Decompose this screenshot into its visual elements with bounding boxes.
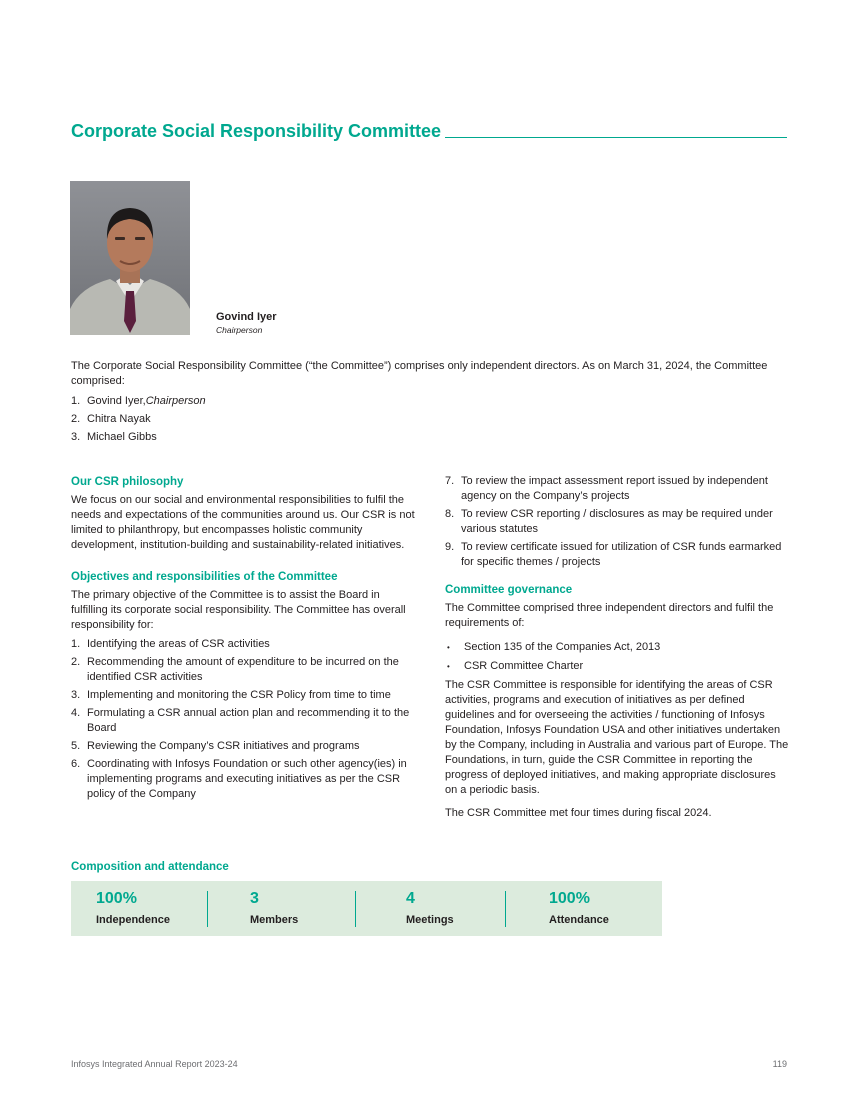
list-text: To review CSR reporting / disclosures as may be required under various statutes [461,508,773,535]
list-item [71,637,416,652]
bullet-icon: • [447,643,450,652]
left-column [71,474,416,805]
member-name: Chitra Nayak [87,413,151,425]
list-text: Coordinating with Infosys Foundation or such other agency(ies) in implementing programs and executing initiatives as per the CSR policy of the Company [87,758,407,800]
list-number: 1. [71,638,81,650]
list-item [71,706,416,736]
stat-divider [355,891,356,927]
meetings-text: The CSR Committee met four times during fiscal 2024. [445,807,712,819]
objectives-list-continued [445,474,790,570]
governance-paragraph: The CSR Committee is responsible for identifying the areas of CSR activities, programs and execution of initiatives as per defined guidelines and for overseeing the activities / functioning of Infosys Foundation, Infosys Foundation USA and other initiatives undertaken by the Company, including in Australia and various part of Europe. The Foundations, in turn, guide the CSR Committee in reporting the progress of deployed initiatives, and making appropriate disclosures on a periodic basis. [445,679,789,796]
list-item [71,430,471,448]
list-number: 6. [71,758,81,770]
chairperson-photo [70,181,190,335]
footer-report-title: Infosys Integrated Annual Report 2023-24 [71,1059,238,1069]
list-text: To review the impact assessment report issued by independent agency on the Company’s projects [461,475,768,502]
title-rule [445,137,787,138]
list-number: 3. [71,431,81,443]
list-item [445,507,790,537]
page-number: 119 [772,1059,787,1069]
governance-bullets [445,640,790,674]
member-role: Chairperson [145,395,206,407]
stat-divider [207,891,208,927]
list-item [445,640,790,655]
list-number: 2. [71,413,81,425]
list-item [71,394,471,412]
list-item [71,688,416,703]
chairperson-name: Govind Iyer [216,311,277,323]
list-text: Recommending the amount of expenditure to be incurred on the identified CSR activities [87,656,399,683]
objectives-list [71,637,416,802]
list-text: Formulating a CSR annual action plan and recommending it to the Board [87,707,410,734]
list-item [445,540,790,570]
stat-divider [505,891,506,927]
bullet-icon: • [447,662,450,671]
stat-label: Independence [96,914,170,926]
list-number: 2. [71,656,81,668]
stat-value: 100% [96,890,137,907]
list-item [445,659,790,674]
list-text: CSR Committee Charter [464,660,584,672]
composition-stats-bar [71,881,662,936]
page-title: Corporate Social Responsibility Committee [71,121,442,141]
right-column [445,474,790,821]
governance-text: The Committee comprised three independent directors and fulfil the requirements of: [445,602,774,629]
section-title-row [71,119,787,143]
list-text: Reviewing the Company’s CSR initiatives and programs [87,740,360,752]
list-number: 1. [71,395,81,407]
objectives-heading: Objectives and responsibilities of the Committee [71,571,338,583]
governance-heading: Committee governance [445,584,573,596]
member-name: Michael Gibbs [87,431,157,443]
list-item [445,474,790,504]
stat-label: Meetings [406,914,454,926]
composition-heading: Composition and attendance [71,861,229,873]
philosophy-text: We focus on our social and environmental responsibilities to fulfil the needs and expectations of the communities around us. Our CSR is not limited to philanthropy, but encompasses holistic community development, institution-building and sustainability-related initiatives. [71,494,415,551]
list-text: To review certificate issued for utilization of CSR funds earmarked for specific themes / projects [461,541,782,568]
member-list [71,394,471,448]
list-number: 9. [445,541,455,553]
list-item [71,757,416,802]
stat-value: 3 [250,890,259,907]
list-number: 7. [445,475,455,487]
objectives-text: The primary objective of the Committee is to assist the Board in fulfilling its corporate social responsibility. The Committee has overall responsibility for: [71,589,406,631]
portrait-image [70,181,190,335]
stat-value: 100% [549,890,590,907]
list-number: 3. [71,689,81,701]
list-number: 5. [71,740,81,752]
list-number: 4. [71,707,81,719]
intro-paragraph: The Corporate Social Responsibility Committee (“the Committee”) comprises only independent directors. As on March 31, 2024, the Committee comprised: [71,360,768,387]
list-text: Section 135 of the Companies Act, 2013 [464,641,661,653]
list-item [71,412,471,430]
list-item [71,739,416,754]
philosophy-heading: Our CSR philosophy [71,476,184,488]
list-text: Identifying the areas of CSR activities [87,638,270,650]
list-item [71,655,416,685]
chairperson-role: Chairperson [216,325,263,335]
stat-label: Members [250,914,299,926]
list-number: 8. [445,508,455,520]
list-text: Implementing and monitoring the CSR Policy from time to time [87,689,391,701]
stat-label: Attendance [549,914,609,926]
stat-value: 4 [406,890,415,907]
member-name: Govind Iyer, [87,395,146,407]
